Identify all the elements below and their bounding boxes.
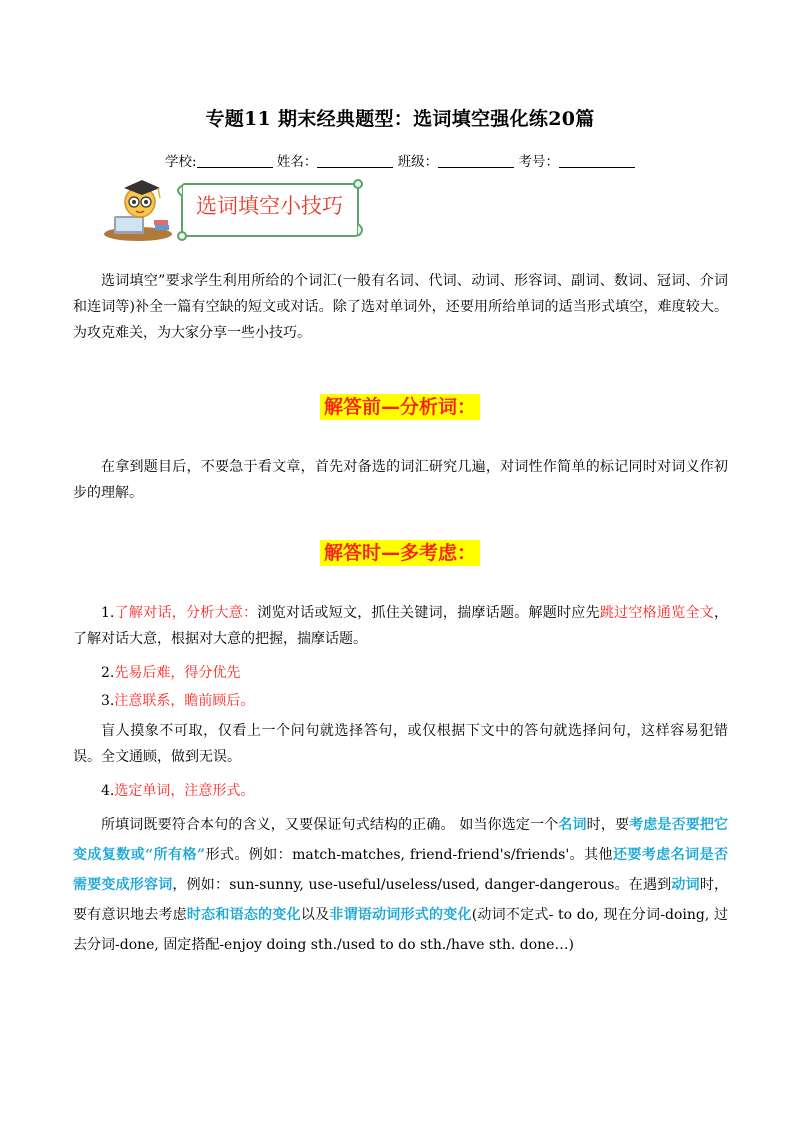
tip-4-text-5: 时，要有意识地去考虑 [73, 877, 729, 923]
tip-4-keyword-noun: 名词 [558, 817, 587, 833]
page-title: 专题11 期末经典题型：选词填空强化练20篇 [205, 108, 595, 130]
tip-4-text-3: 形式。例如：match-matches, friend-friend's/friends'。其他 [205, 847, 613, 863]
tip-3-paragraph: 盲人摸象不可取，仅看上一个问句就选择答句，或仅根据下文中的答句就选择问句，这样容易犯错误。全文通顾，做到无误。 [73, 723, 728, 765]
tip-2-number: 2. [101, 665, 115, 681]
tip-1-text: 浏览对话或短文，抓住关键词，揣摩话题。解题时应先 [257, 605, 600, 621]
section2-heading [0, 538, 800, 565]
tip-1-text-end: ，了解对话大意，根据对大意的把握，揣摩话题。 [73, 605, 729, 647]
tip-4-text-2: 时，要 [586, 817, 630, 833]
section2-heading-text: 解答时—多考虑： [320, 540, 480, 566]
tip-3-heading: 注意联系，瞻前顾后。 [114, 693, 255, 709]
tip-item-3 [73, 688, 728, 714]
section1-paragraph: 在拿到题目后，不要急于看文章，首先对备选的词汇研究几遍，对词性作简单的标记同时对词义作初步的理解。 [73, 459, 728, 501]
student-info-line [0, 150, 800, 170]
class-label: 班级： [397, 154, 439, 170]
name-blank [317, 153, 393, 168]
tip-4-text-1: 所填词既要符合本句的含义，又要保证句式结构的正确。 如当你选定一个 [101, 817, 559, 833]
tip-item-1 [73, 600, 728, 652]
tip-4-text-4: ，例如：sun-sunny, use-useful/useless/used, danger-dangerous。在遇到 [172, 877, 672, 893]
tip-4-text-7: (动词不定式- to do, 现在分词-doing, 过去分词-done, 固定搭配-enjoy doing sth./used to do sth./have sth. done…) [73, 907, 729, 953]
tip-4-keyword-nonfinite: 非谓语动词形式的变化 [329, 907, 472, 923]
tip-4-keyword-tense: 时态和语态的变化 [186, 907, 301, 923]
number-label: 考号： [518, 154, 559, 170]
number-blank [559, 153, 635, 168]
tip-4-paragraph [73, 810, 728, 960]
tip-1-heading: 了解对话，分析大意： [114, 605, 258, 621]
class-blank [438, 153, 514, 168]
intro-paragraph: 选词填空”要求学生利用所给的个词汇(一般有名词、代词、动词、形容词、副词、数词、冠词、介词和连词等)补全一篇有空缺的短文或对话。除了选对单词外，还要用所给单词的适当形式填空，难度较大。为攻克难关，为大家分享一些小技巧。 [73, 273, 728, 341]
section1-heading [0, 392, 800, 419]
tip-3-number: 3. [101, 693, 115, 709]
tip-item-4 [73, 778, 728, 804]
section1-heading-text: 解答前—分析词： [320, 394, 480, 420]
tip-item-2 [73, 660, 728, 686]
tip-1-number: 1. [101, 605, 115, 621]
name-label: 姓名： [276, 154, 318, 170]
tip-4-keyword-adjective: 还要考虑名词是否需要变成形容词 [73, 847, 729, 893]
tips-banner-label: 选词填空小技巧 [196, 194, 343, 218]
tip-4-text-6: 以及 [300, 907, 330, 923]
school-label: 学校: [165, 154, 197, 170]
tip-4-keyword-verb: 动词 [671, 877, 700, 893]
tip-1-highlight: 跳过空格通览全文 [599, 605, 715, 621]
tip-4-keyword-plural: 考虑是否要把它变成复数或“所有格” [73, 817, 729, 863]
school-blank [197, 153, 273, 168]
tip-4-number: 4. [101, 783, 115, 799]
tip-2-heading: 先易后难，得分优先 [114, 665, 241, 681]
tip-4-heading: 选定单词，注意形式。 [114, 783, 255, 799]
